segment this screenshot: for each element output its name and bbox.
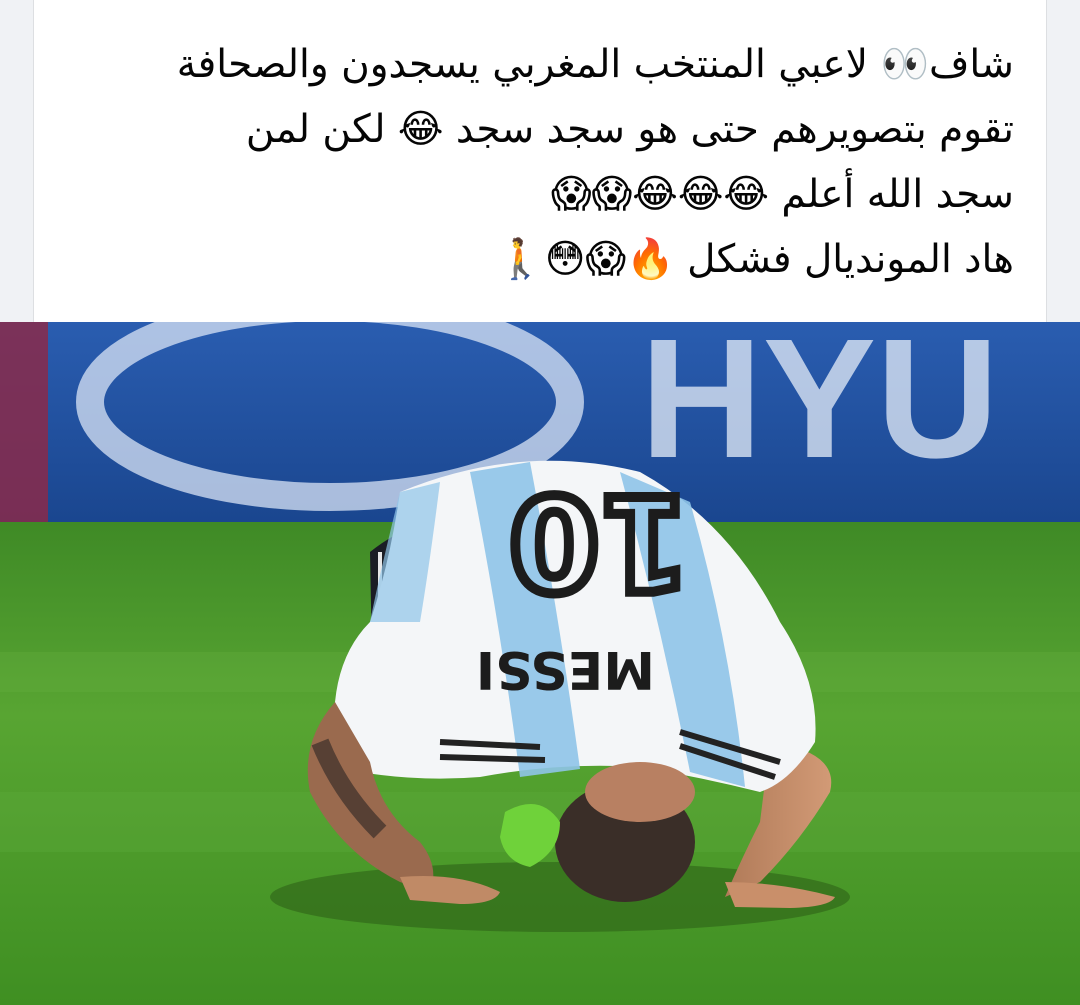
caption-line-3: سجد الله أعلم 😂😂😂😱😱 <box>550 172 1014 217</box>
post-photo[interactable] <box>0 322 1080 1005</box>
ad-board-red-panel <box>0 322 48 522</box>
jersey-name: MESSI <box>475 639 655 699</box>
photo-illustration <box>0 322 1080 1005</box>
player-neck <box>585 762 695 822</box>
caption-line-1: شاف👀 لاعبي المنتخب المغربي يسجدون والصحافة <box>176 42 1014 87</box>
ad-board-text: HYU <box>640 322 999 494</box>
sleeve-band <box>440 757 545 760</box>
jersey-number: 10 <box>509 466 690 618</box>
post-caption <box>54 32 1014 292</box>
caption-line-2: تقوم بتصويرهم حتى هو سجد سجد 😂 لكن لمن <box>245 107 1014 152</box>
post-caption-card <box>33 0 1047 322</box>
caption-line-4: هاد الموندیال فشكل 🔥😱😳🚶 <box>496 237 1014 282</box>
